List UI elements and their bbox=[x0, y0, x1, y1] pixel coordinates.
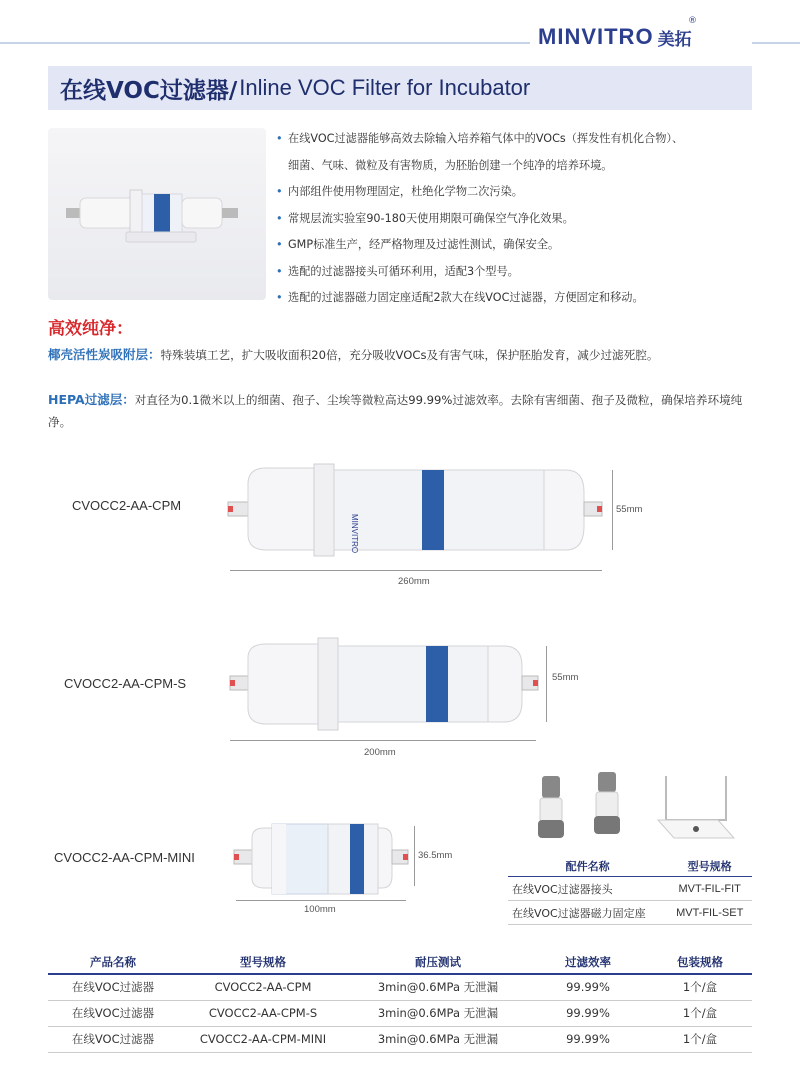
product-length: 260mm bbox=[398, 576, 430, 587]
spec-cell: 在线VOC过滤器 bbox=[48, 974, 178, 1000]
feature-item: • 内部组件使用物理固定，杜绝化学物二次污染。 bbox=[276, 179, 756, 206]
accessory-model: MVT-FIL-FIT bbox=[667, 877, 752, 901]
spec-table bbox=[48, 950, 752, 1053]
spec-cell: CVOCC2-AA-CPM bbox=[178, 974, 348, 1000]
feature-list bbox=[276, 126, 756, 312]
spec-cell: 1个/盒 bbox=[648, 1000, 752, 1026]
accessory-col-model: 型号规格 bbox=[667, 856, 752, 877]
table-row bbox=[48, 1000, 752, 1026]
hero-product-photo bbox=[48, 128, 266, 300]
feature-item-continued: 细菌、气味、微粒及有害物质，为胚胎创建一个纯净的培养环境。 bbox=[288, 158, 613, 172]
product-length: 100mm bbox=[304, 904, 336, 915]
spec-cell: CVOCC2-AA-CPM-MINI bbox=[178, 1026, 348, 1052]
logo-cn: 美拓 bbox=[657, 29, 692, 50]
table-row bbox=[508, 877, 752, 901]
filter-drawing-cpm bbox=[222, 462, 612, 562]
spec-table-header bbox=[48, 950, 752, 974]
spec-cell: 99.99% bbox=[528, 974, 648, 1000]
accessory-photos bbox=[520, 770, 760, 850]
dim-line-horizontal bbox=[236, 900, 406, 901]
feature-item: • 常规层流实验室90-180天使用期限可确保空气净化效果。 bbox=[276, 206, 756, 233]
filter-label-brand: MINVITRO bbox=[350, 514, 359, 554]
spec-cell: 3min@0.6MPa 无泄漏 bbox=[348, 974, 528, 1000]
feature-item: • GMP标准生产，经严格物理及过滤性测试，确保安全。 bbox=[276, 232, 756, 259]
hepa-layer-text: 对直径为0.1微米以上的细菌、孢子、尘埃等微粒高达99.99%过滤效率。去除有害细菌、孢子及微粒，确保培养环境纯净。 bbox=[48, 393, 743, 429]
feature-item: • 在线VOC过滤器能够高效去除输入培养箱气体中的VOCs（挥发性有机化合物）、 bbox=[276, 126, 756, 153]
spec-cell: 99.99% bbox=[528, 1026, 648, 1052]
brand-logo bbox=[538, 16, 697, 50]
connector-icon bbox=[538, 776, 564, 838]
product-length: 200mm bbox=[364, 747, 396, 758]
dim-line-vertical bbox=[546, 646, 547, 722]
spec-cell: 3min@0.6MPa 无泄漏 bbox=[348, 1026, 528, 1052]
spec-cell: 在线VOC过滤器 bbox=[48, 1000, 178, 1026]
spec-col-product: 产品名称 bbox=[48, 950, 178, 974]
logo-text: MINVITRO bbox=[538, 24, 654, 49]
spec-cell: CVOCC2-AA-CPM-S bbox=[178, 1000, 348, 1026]
header-rule-right bbox=[752, 42, 800, 44]
accessory-name: 在线VOC过滤器磁力固定座 bbox=[508, 901, 667, 925]
spec-col-pressure: 耐压测试 bbox=[348, 950, 528, 974]
connector-icon bbox=[594, 772, 620, 834]
accessory-table bbox=[508, 856, 752, 925]
spec-cell: 99.99% bbox=[528, 1000, 648, 1026]
spec-cell: 在线VOC过滤器 bbox=[48, 1026, 178, 1052]
product-height: 55mm bbox=[552, 672, 579, 683]
table-row bbox=[48, 974, 752, 1000]
page-title-band bbox=[48, 66, 752, 110]
hero-filter-illustration bbox=[48, 128, 266, 300]
carbon-layer-paragraph bbox=[48, 344, 752, 366]
page-title-cn: 在线VOC过滤器/ bbox=[60, 77, 238, 104]
feature-item: • 选配的过滤器接头可循环利用，适配3个型号。 bbox=[276, 259, 756, 286]
product-model-label: CVOCC2-AA-CPM-S bbox=[64, 676, 187, 691]
accessory-col-name: 配件名称 bbox=[508, 856, 667, 877]
dim-line-vertical bbox=[612, 470, 613, 550]
page-title-en: Inline VOC Filter for Incubator bbox=[239, 75, 531, 100]
accessory-name: 在线VOC过滤器接头 bbox=[508, 877, 667, 901]
accessory-table-header bbox=[508, 856, 752, 877]
magnetic-base-icon bbox=[658, 776, 734, 838]
spec-col-package: 包装规格 bbox=[648, 950, 752, 974]
product-height: 36.5mm bbox=[418, 850, 453, 861]
carbon-layer-text: 特殊装填工艺，扩大吸收面积20倍，充分吸收VOCs及有害气味，保护胚胎发育，减少过滤死腔。 bbox=[160, 348, 659, 362]
filter-drawing-cpm-s bbox=[222, 636, 542, 736]
product-model-label: CVOCC2-AA-CPM bbox=[72, 498, 182, 513]
product-height: 55mm bbox=[616, 504, 643, 515]
spec-cell: 1个/盒 bbox=[648, 974, 752, 1000]
spec-col-efficiency: 过滤效率 bbox=[528, 950, 648, 974]
hepa-layer-term: HEPA过滤层： bbox=[48, 392, 135, 407]
product-model-label: CVOCC2-AA-CPM-MINI bbox=[54, 850, 195, 865]
spec-cell: 3min@0.6MPa 无泄漏 bbox=[348, 1000, 528, 1026]
header-rule-left bbox=[0, 42, 530, 44]
efficiency-heading: 高效纯净： bbox=[48, 319, 133, 339]
feature-item: • 选配的过滤器磁力固定座适配2款大在线VOC过滤器，方便固定和移动。 bbox=[276, 285, 756, 312]
registered-mark: ® bbox=[688, 16, 697, 26]
dim-line-horizontal bbox=[230, 570, 602, 571]
carbon-layer-term: 椰壳活性炭吸附层： bbox=[48, 347, 161, 362]
dim-line-vertical bbox=[414, 826, 415, 886]
table-row bbox=[508, 901, 752, 925]
spec-cell: 1个/盒 bbox=[648, 1026, 752, 1052]
table-row bbox=[48, 1026, 752, 1052]
filter-drawing-cpm-mini bbox=[232, 820, 412, 900]
dim-line-horizontal bbox=[230, 740, 536, 741]
hepa-layer-paragraph bbox=[48, 389, 752, 433]
spec-col-model: 型号规格 bbox=[178, 950, 348, 974]
accessory-model: MVT-FIL-SET bbox=[667, 901, 752, 925]
